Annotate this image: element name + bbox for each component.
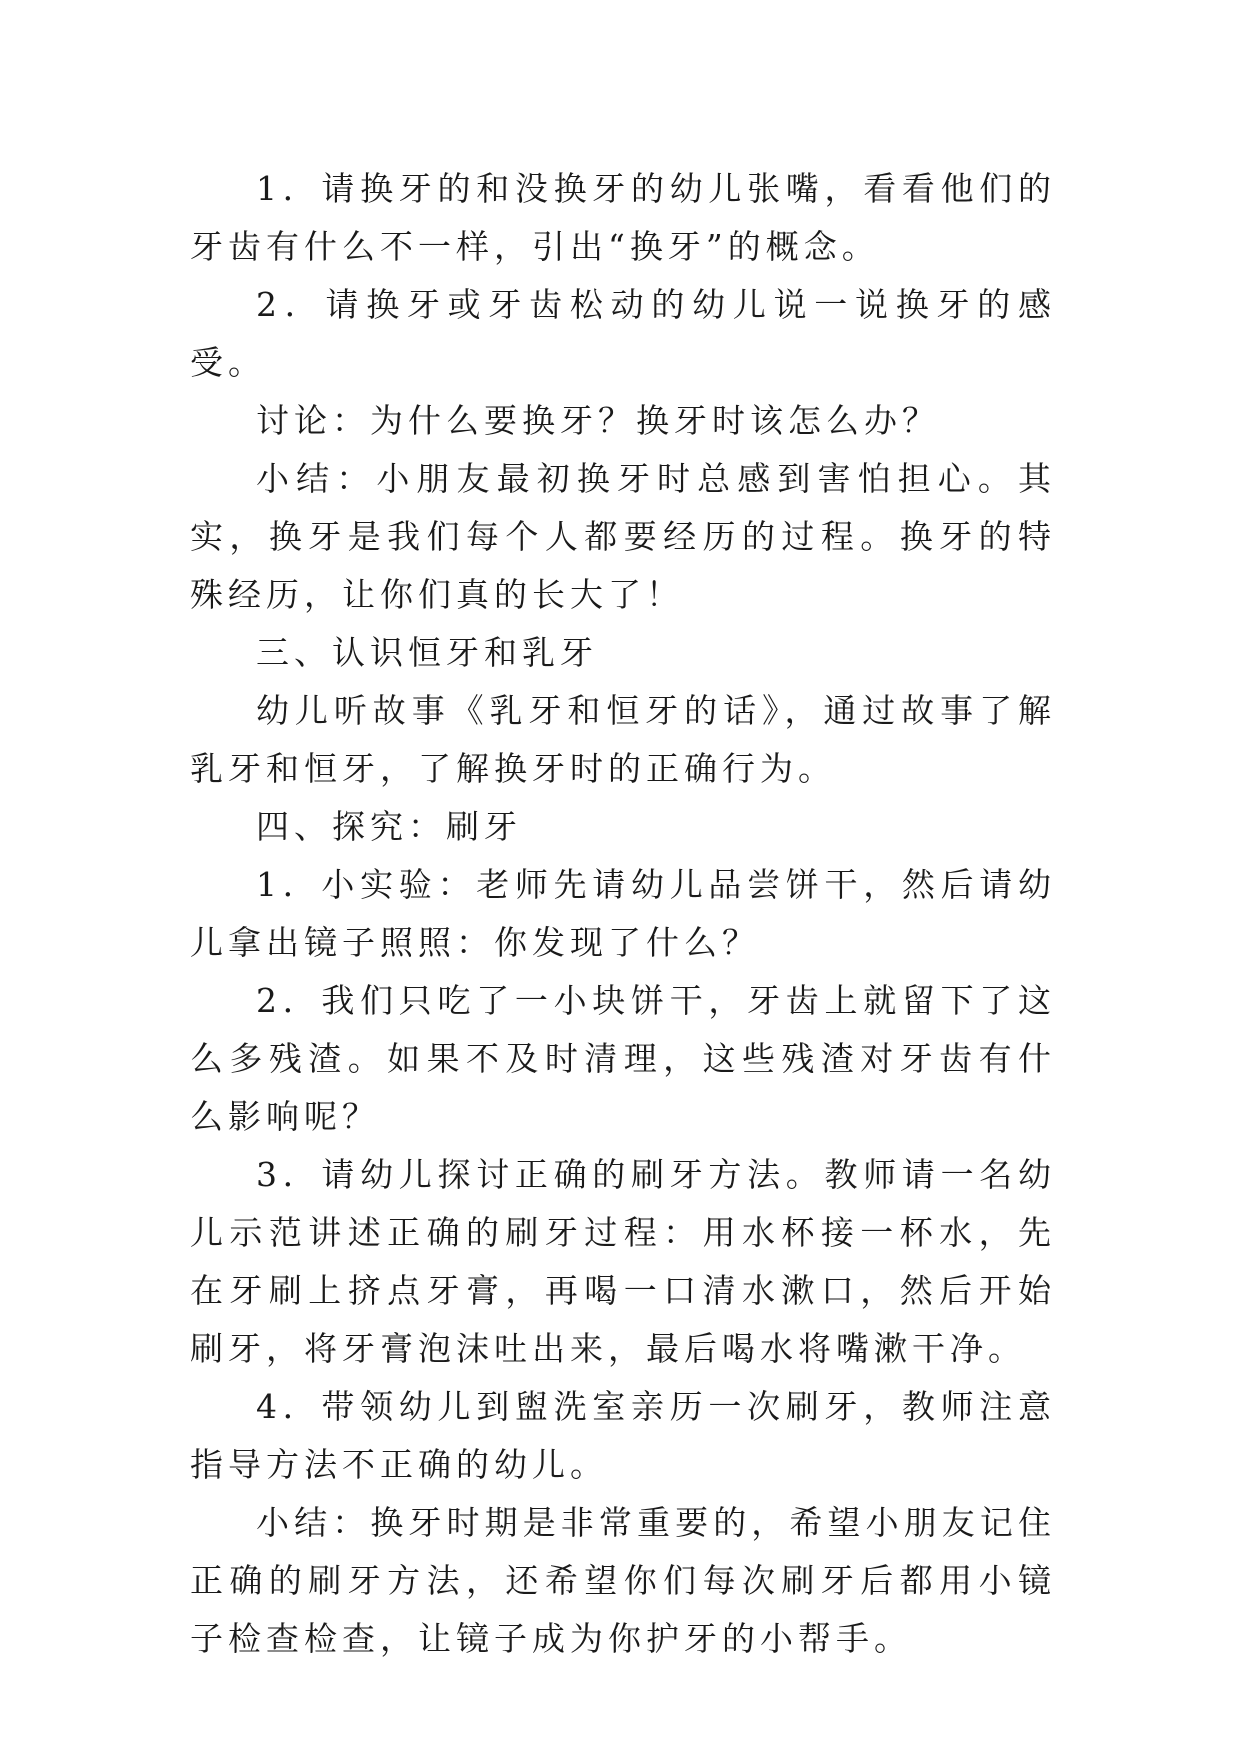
paragraph-experiment: 1．小实验：老师先请幼儿品尝饼干，然后请幼儿拿出镜子照照：你发现了什么？ (190, 865, 1056, 962)
paragraph-summary-1: 小结：小朋友最初换牙时总感到害怕担心。其实，换牙是我们每个人都要经历的过程。换牙的特殊经历，让你们真的长大了！ (190, 459, 1056, 614)
section-heading-4: 四、探究：刷牙 (256, 807, 522, 846)
paragraph-residue: 2．我们只吃了一小块饼干，牙齿上就留下了这么多残渣。如果不及时清理，这些残渣对牙齿有什么影响呢？ (190, 981, 1056, 1136)
section-heading-3: 三、认识恒牙和乳牙 (256, 633, 598, 672)
document-body (190, 160, 1056, 1668)
paragraph-story: 幼儿听故事《乳牙和恒牙的话》，通过故事了解乳牙和恒牙，了解换牙时的正确行为。 (190, 691, 1056, 788)
paragraph-step-2: 2．请换牙或牙齿松动的幼儿说一说换牙的感受。 (190, 285, 1056, 382)
paragraph-discussion: 讨论：为什么要换牙？换牙时该怎么办？ (256, 401, 940, 440)
paragraph-step-1: 1．请换牙的和没换牙的幼儿张嘴，看看他们的牙齿有什么不一样，引出“换牙”的概念。 (190, 169, 1056, 266)
paragraph-practice: 4．带领幼儿到盥洗室亲历一次刷牙，教师注意指导方法不正确的幼儿。 (190, 1387, 1056, 1484)
paragraph-summary-2: 小结：换牙时期是非常重要的，希望小朋友记住正确的刷牙方法，还希望你们每次刷牙后都用小镜子检查检查，让镜子成为你护牙的小帮手。 (190, 1503, 1056, 1658)
paragraph-brushing-method: 3．请幼儿探讨正确的刷牙方法。教师请一名幼儿示范讲述正确的刷牙过程：用水杯接一杯水，先在牙刷上挤点牙膏，再喝一口清水漱口，然后开始刷牙，将牙膏泡沫吐出来，最后喝水将嘴漱干净。 (190, 1155, 1056, 1368)
